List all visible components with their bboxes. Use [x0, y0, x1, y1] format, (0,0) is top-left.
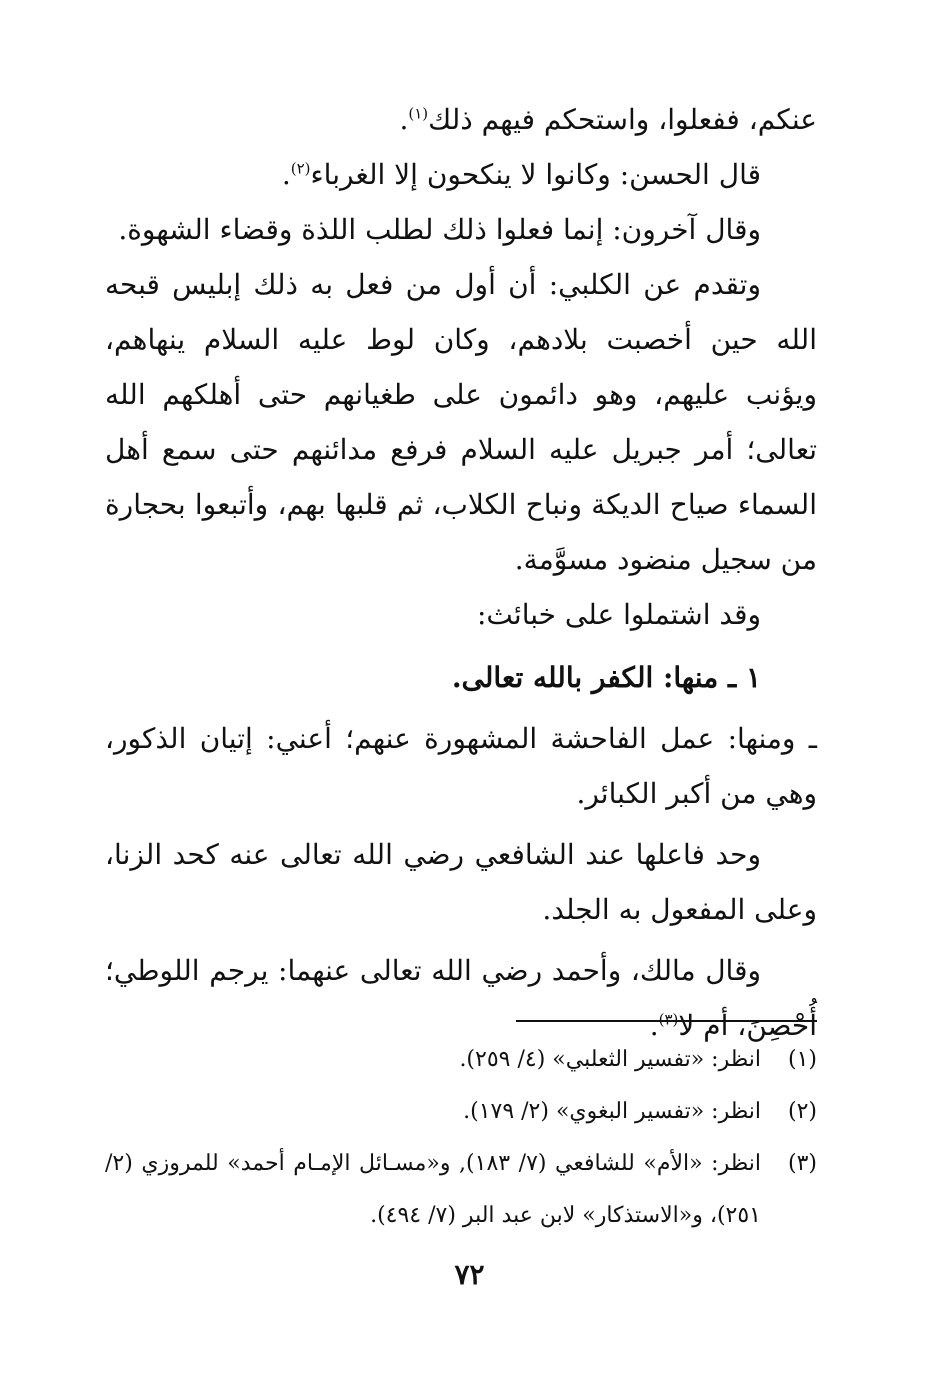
footnote-text: انظر: «تفسير الثعلبي» (٤/ ٢٥٩).	[459, 1047, 761, 1072]
footnote-divider	[516, 1020, 817, 1022]
list-item-1: ١ ـ منها: الكفر بالله تعالى.	[451, 661, 761, 694]
paragraph-7: وحد فاعلها عند الشافعي رضي الله تعالى عنه كحد الزنا، وعلى المفعول به الجلد.	[105, 838, 817, 926]
footnote-1	[105, 1034, 817, 1086]
paragraph-4: وتقدم عن الكلبي: أن أول من فعل به ذلك إبليس قبحه الله حين أخصبت بلادهم، وكان لوط عليه السلام ينهاهم، ويؤنب عليهم، وهو دائمون على طغيانهم حتى أهلكهم الله تعالى؛ أمر جبريل عليه السلام فرفع مدائنهم حتى سمع أهل السماء صياح الديكة ونباح الكلاب، ثم قلبها بهم، وأتبعوا بحجارة من سجيل منضود مسوَّمة.	[105, 268, 817, 576]
paragraph-3: وقال آخرون: إنما فعلوا ذلك لطلب اللذة وقضاء الشهوة.	[118, 213, 761, 246]
paragraph-1	[105, 92, 817, 147]
paragraph-5: وقد اشتملوا على خبائث:	[476, 598, 761, 631]
paragraph-2	[105, 147, 817, 202]
footnote-number: (٣)	[787, 1151, 817, 1176]
page-number: ٧٢	[454, 1258, 485, 1291]
footnote-2	[105, 1086, 817, 1138]
main-text	[105, 92, 817, 1053]
footnote-marker-1: (١)	[408, 104, 429, 123]
footnote-marker-2: (٢)	[290, 159, 311, 178]
footnotes	[105, 1034, 817, 1242]
paragraph-text: عنكم، ففعلوا، واستحكم فيهم ذلك	[428, 103, 817, 136]
paragraph-end: .	[281, 158, 291, 191]
paragraph-text: وقال مالك، وأحمد رضي الله تعالى عنهما: يرجم اللوطي؛ أُحْصِنَ، أم لا	[105, 954, 817, 1042]
footnote-number: (٢)	[787, 1099, 817, 1124]
footnote-3	[105, 1138, 817, 1242]
paragraph-end: .	[399, 103, 409, 136]
paragraph-end: .	[649, 1009, 659, 1042]
footnote-text: انظر: «الأم» للشافعي (٧/ ١٨٣), و«مسـائل الإمـام أحمد» للمروزي (٢/ ٢٥١)، و«الاستذكار» لابن عبد البر (٧/ ٤٩٤).	[105, 1151, 762, 1228]
footnote-text: انظر: «تفسير البغوي» (٢/ ١٧٩).	[463, 1099, 761, 1124]
footnote-marker-3: (٣)	[658, 1010, 679, 1029]
paragraph-text: قال الحسن: وكانوا لا ينكحون إلا الغرباء	[310, 158, 761, 191]
paragraph-6: ـ ومنها: عمل الفاحشة المشهورة عنهم؛ أعني: إتيان الذكور، وهي من أكبر الكبائر.	[105, 722, 817, 810]
footnote-number: (١)	[787, 1047, 817, 1072]
